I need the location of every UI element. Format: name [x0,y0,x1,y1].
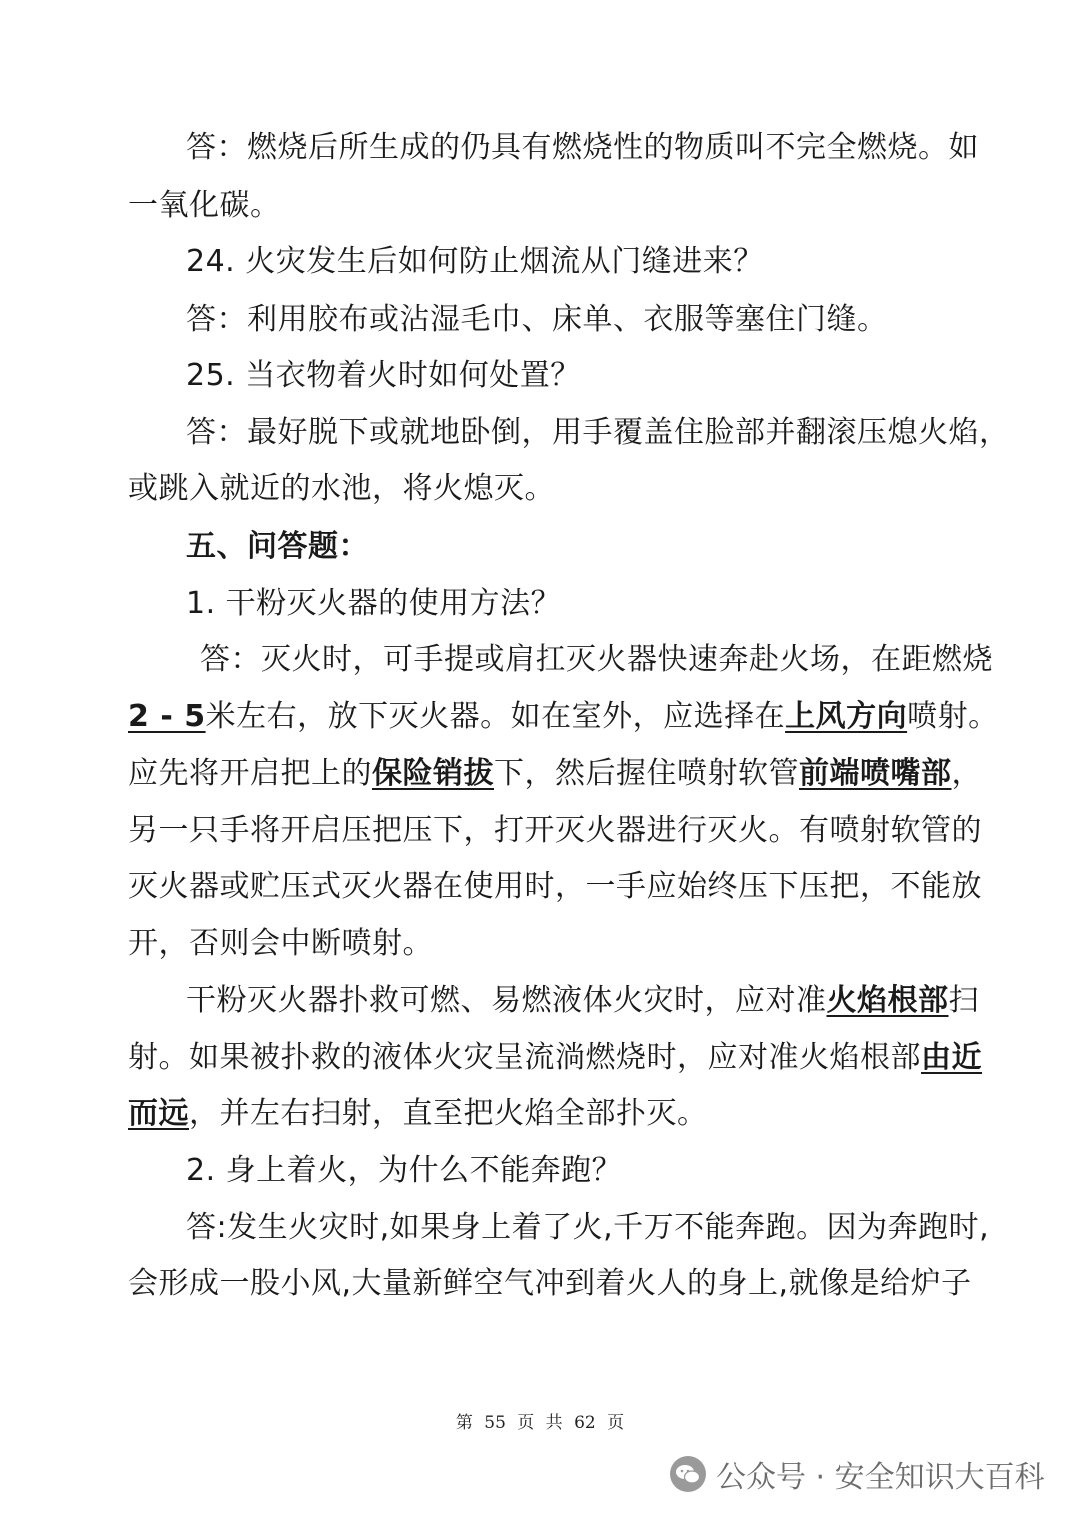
question-1: 1. 干粉灭火器的使用方法？ [186,586,562,621]
section-heading: 五、问答题： [186,529,369,564]
wechat-icon [668,1454,708,1494]
text-line: 或跳入就近的水池，将火熄灭。 [128,471,555,506]
emphasis-near-to-far-cont: 而远 [128,1096,189,1131]
answer-1: 答：灭火时，可手提或肩扛灭火器快速奔赴火场，在距燃烧 [200,642,993,677]
text-line: 另一只手将开启压把压下，打开灭火器进行灭火。有喷射软管的 [128,813,982,848]
watermark-text: 公众号 · 安全知识大百科 [716,1460,1045,1495]
question-24: 24. 火灾发生后如何防止烟流从门缝进来？ [186,244,764,279]
text-line: 干粉灭火器扑救可燃、易燃液体火灾时，应对准火焰根部扫 [186,983,979,1018]
text-line: 而远，并左右扫射，直至把火焰全部扑灭。 [128,1096,708,1131]
text-line: 应先将开启把上的保险销拔下，然后握住喷射软管前端喷嘴部， [128,756,982,791]
question-2: 2. 身上着火，为什么不能奔跑？ [186,1153,623,1188]
question-25: 25. 当衣物着火时如何处置？ [186,358,581,393]
watermark [668,1452,1045,1496]
answer-2: 答:发生火灾时,如果身上着了火,千万不能奔跑。因为奔跑时, [186,1210,990,1245]
answer-25: 答：最好脱下或就地卧倒，用手覆盖住脸部并翻滚压熄火焰， [186,415,1010,450]
emphasis-near-to-far: 由近 [921,1040,982,1075]
emphasis-nozzle: 前端喷嘴部 [799,756,952,791]
text-line: 答：燃烧后所生成的仍具有燃烧性的物质叫不完全燃烧。如 [186,130,979,165]
text-line: 开，否则会中断喷射。 [128,926,433,961]
page-number: 第 55 页 共 62 页 [455,1413,625,1433]
emphasis-flame-root: 火焰根部 [826,983,949,1018]
emphasis-upwind: 上风方向 [785,699,908,734]
text-line: 2 - 5米左右，放下灭火器。如在室外，应选择在上风方向喷射。 [128,699,999,734]
text-line: 射。如果被扑救的液体火灾呈流淌燃烧时，应对准火焰根部由近 [128,1040,982,1075]
emphasis-safety-pin: 保险销拔 [372,756,494,791]
text-line: 一氧化碳。 [128,188,281,223]
text-line: 会形成一股小风,大量新鲜空气冲到着火人的身上,就像是给炉子 [128,1266,972,1301]
emphasis-distance: 2 - 5 [128,699,206,734]
text-line: 灭火器或贮压式灭火器在使用时，一手应始终压下压把，不能放 [128,869,982,904]
answer-24: 答：利用胶布或沾湿毛巾、床单、衣服等塞住门缝。 [186,302,888,337]
